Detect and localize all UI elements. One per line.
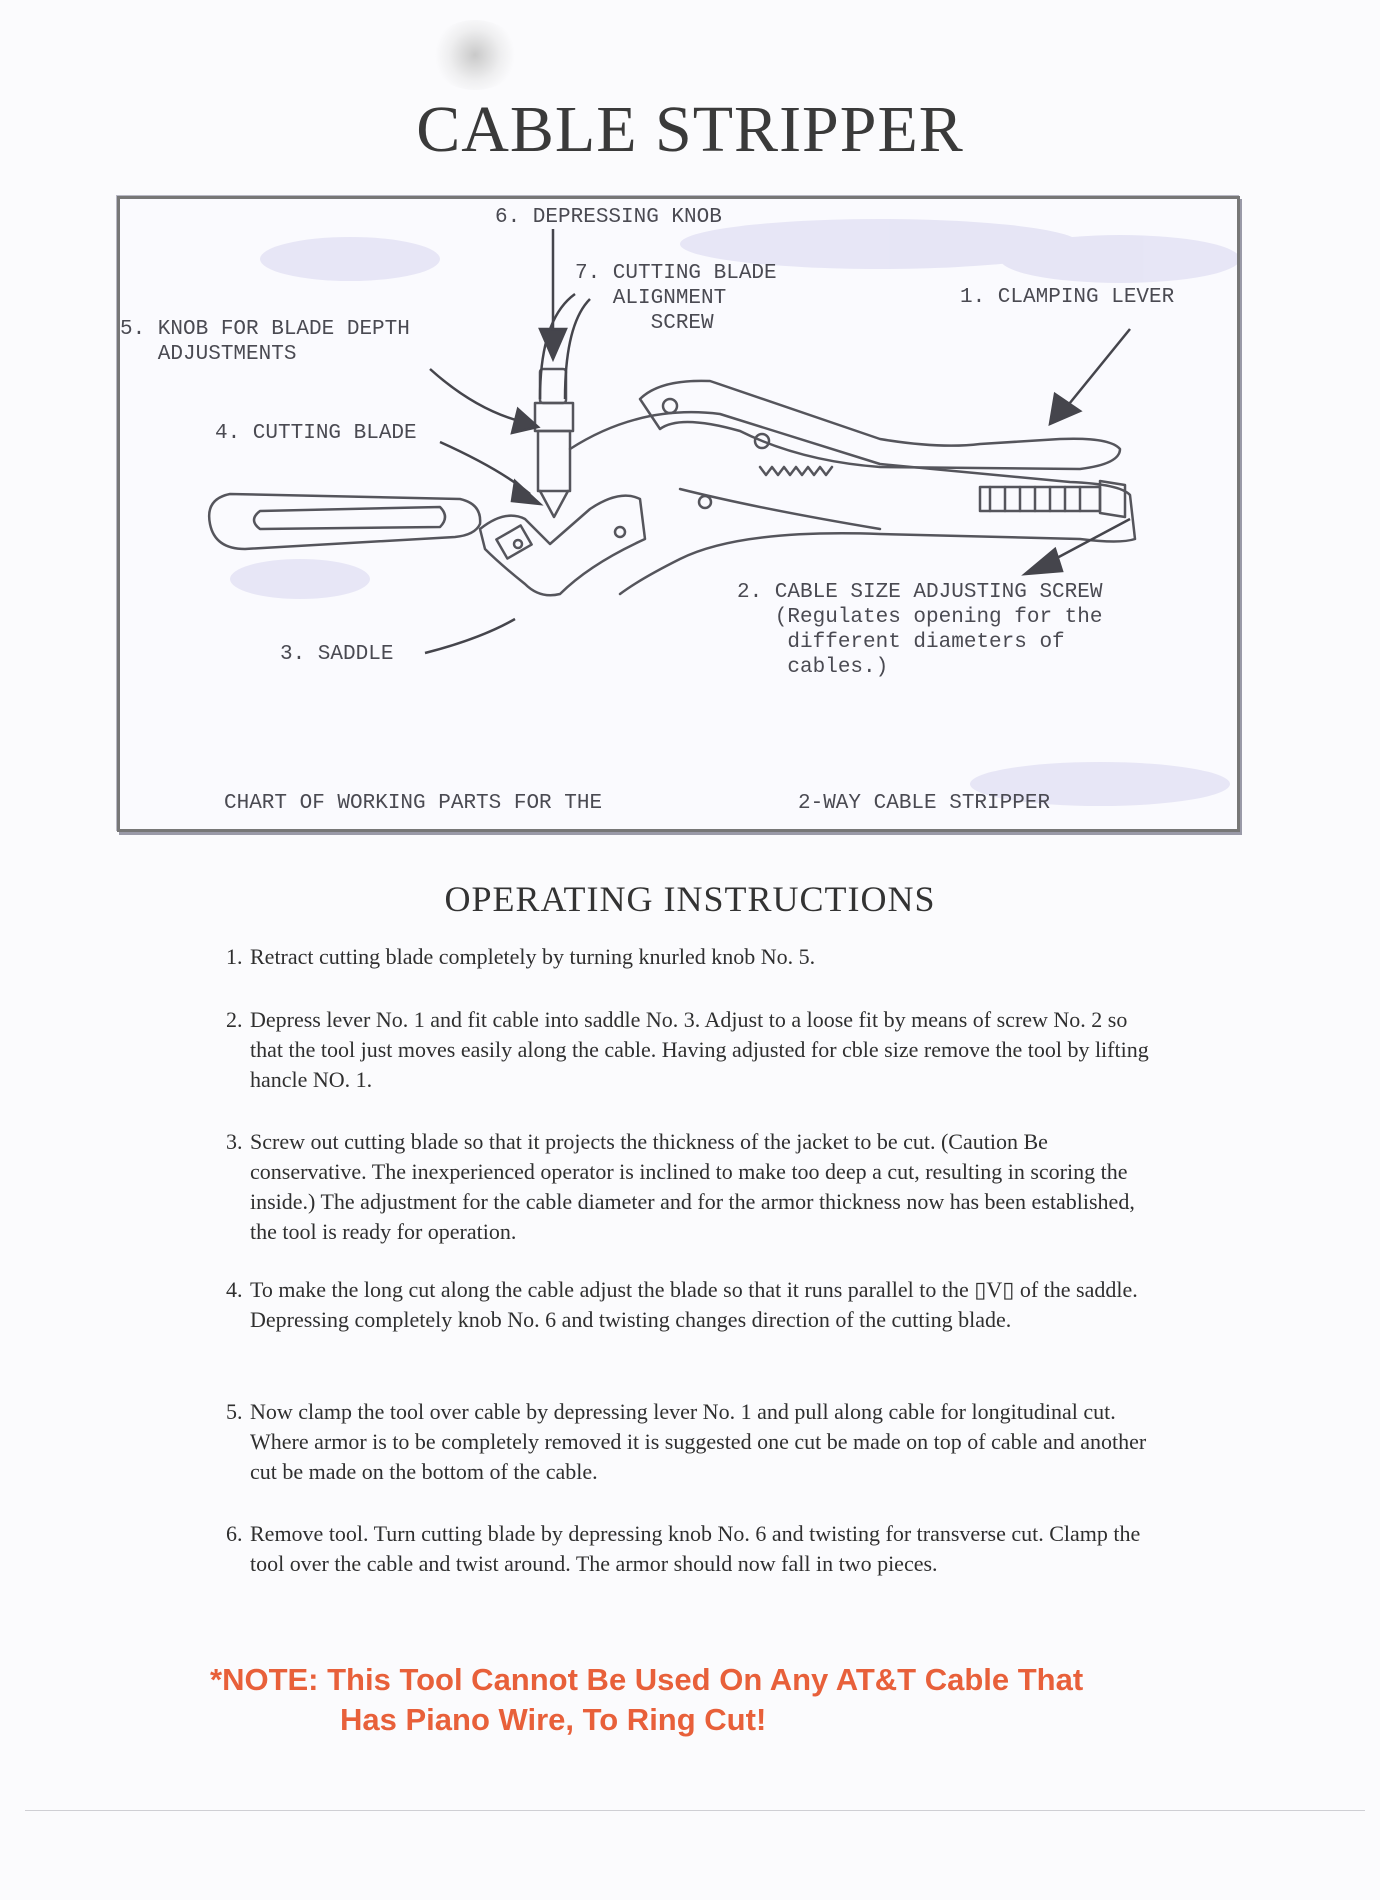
step-text: Now clamp the tool over cable by depressing lever No. 1 and pull along cable for longitudinal cut. Where armor is to be completely removed it is suggested one cut be made on top of cable and another cut be made on the bottom of the cable. — [250, 1399, 1147, 1484]
saddle-shape — [480, 496, 645, 596]
step-number: 1. — [226, 944, 243, 969]
step-number: 4. — [226, 1277, 243, 1302]
label-depressing-knob: 6. DEPRESSING KNOB — [495, 206, 722, 229]
label-saddle: 3. SADDLE — [280, 643, 394, 666]
instruction-step — [226, 942, 1156, 972]
caption-right: 2-WAY CABLE STRIPPER — [798, 792, 1051, 815]
step-text: Remove tool. Turn cutting blade by depressing knob No. 6 and twisting for transverse cut. Clamp the tool over the cable and twist around. The armor should now fall in two pieces. — [250, 1521, 1141, 1576]
bottom-divider — [25, 1810, 1365, 1811]
scan-smudge — [430, 20, 520, 90]
clamping-lever-shape — [640, 381, 1120, 469]
caption-left: CHART OF WORKING PARTS FOR THE — [224, 792, 603, 815]
arrow-saddle — [425, 619, 515, 653]
label-cable-size-screw: 2. CABLE SIZE ADJUSTING SCREW (Regulates opening for the different diameters of cables.) — [737, 581, 1103, 679]
instruction-step — [226, 1519, 1156, 1579]
label-clamping-lever: 1. CLAMPING LEVER — [960, 286, 1175, 309]
instruction-step — [226, 1005, 1156, 1095]
step-text: Screw out cutting blade so that it projects the thickness of the jacket to be cut. (Caution Be conservative. The inexperienced operator is inclined to make too deep a cut, resulting in scoring the inside.) The adjustment for the cable diameter and for the armor thickness now has been established, the tool is ready for operation. — [250, 1129, 1135, 1244]
parts-diagram — [117, 196, 1240, 832]
instruction-step — [226, 1275, 1156, 1335]
label-knob-blade-depth: 5. KNOB FOR BLADE DEPTH ADJUSTMENTS — [120, 318, 410, 366]
step-number: 2. — [226, 1007, 243, 1032]
step-number: 5. — [226, 1399, 243, 1424]
step-text: Retract cutting blade completely by turning knurled knob No. 5. — [250, 944, 816, 969]
instructions-heading: OPERATING INSTRUCTIONS — [444, 879, 936, 919]
instruction-step — [226, 1127, 1156, 1247]
left-handle — [209, 494, 480, 549]
arrow-clamping-lever — [1065, 329, 1130, 409]
warning-note — [210, 1660, 1210, 1740]
warning-note-line1: *NOTE: This Tool Cannot Be Used On Any AT&T Cable That — [210, 1662, 1084, 1697]
step-text: Depress lever No. 1 and fit cable into saddle No. 3. Adjust to a loose fit by means of screw No. 2 so that the tool just moves easily along the cable. Having adjusted for cble size remove the tool by lifting hancle NO. 1. — [250, 1007, 1149, 1092]
warning-note-line2: Has Piano Wire, To Ring Cut! — [340, 1702, 767, 1737]
label-cutting-blade: 4. CUTTING BLADE — [215, 422, 417, 445]
page-title: CABLE STRIPPER — [416, 93, 964, 166]
step-number: 3. — [226, 1129, 243, 1154]
instruction-step — [226, 1397, 1156, 1487]
step-text: To make the long cut along the cable adjust the blade so that it runs parallel to the ▯V▯ of the saddle. Depressing completely knob No. 6 and twisting changes direction of the cutting blade. — [250, 1277, 1138, 1332]
step-number: 6. — [226, 1521, 243, 1546]
label-alignment-screw: 7. CUTTING BLADE ALIGNMENT SCREW — [575, 262, 777, 335]
